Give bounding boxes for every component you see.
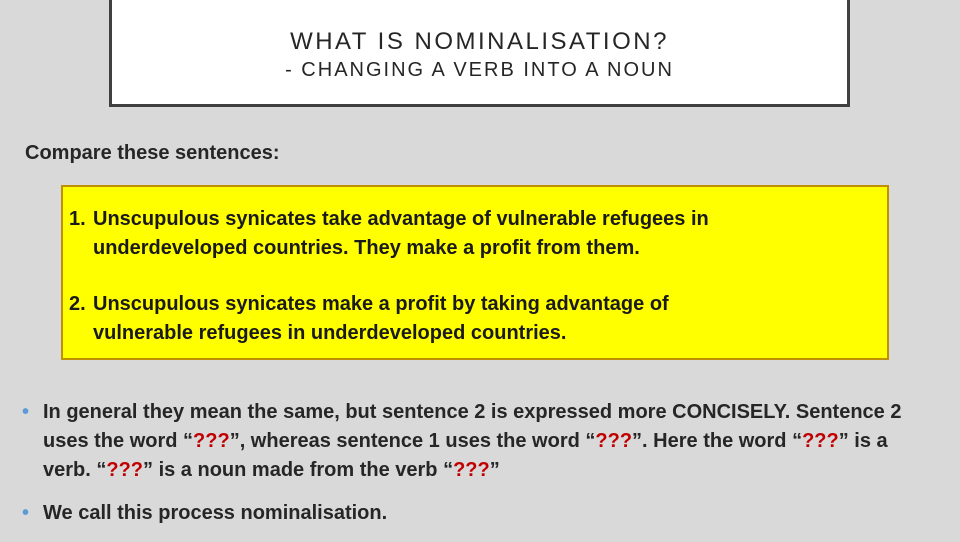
bullet-1-text-a: In general they mean the same, but sentence 2 is expressed more CONCISELY. Sentence 2 uses the word “ [43,401,902,452]
question-marks: ??? [802,430,839,452]
bullet-item-1 [22,398,932,485]
bullet-dot-icon: • [22,401,30,423]
bullet-dot-icon: • [22,502,30,524]
bullet-1-text-e: ” is a noun made from the verb “ [143,459,454,481]
sentence-2-line-2: vulnerable refugees in underdeveloped countries. [93,322,567,344]
title-box [109,0,850,107]
sentences-highlight-box [61,185,889,360]
bullet-1-text-c: ”. Here the word “ [632,430,803,452]
sentence-1 [69,205,833,263]
sentence-1-line-1: Unscupulous synicates take advantage of vulnerable refugees in [93,208,709,230]
sentence-2-number: 2. [69,293,86,315]
question-marks: ??? [106,459,144,481]
slide-title: WHAT IS NOMINALISATION? [290,28,669,55]
question-marks: ??? [595,430,633,452]
sentence-1-line-2: underdeveloped countries. They make a profit from them. [93,237,640,259]
bullet-1-text-f: ” [489,459,500,481]
sentence-2 [69,290,833,348]
question-marks: ??? [453,459,490,481]
slide-subtitle: - CHANGING A VERB INTO A NOUN [285,59,674,81]
bullet-2-text: We call this process nominalisation. [43,502,388,524]
bullet-list [22,398,932,542]
bullet-1-text-b: ”, whereas sentence 1 uses the word “ [229,430,596,452]
bullet-1-text-d: ” is a verb. “ [43,430,888,481]
bullet-item-2 [22,499,932,528]
sentence-1-number: 1. [69,208,86,230]
question-marks: ??? [193,430,230,452]
sentence-2-line-1: Unscupulous synicates make a profit by taking advantage of [93,293,669,315]
intro-text: Compare these sentences: [25,142,280,164]
